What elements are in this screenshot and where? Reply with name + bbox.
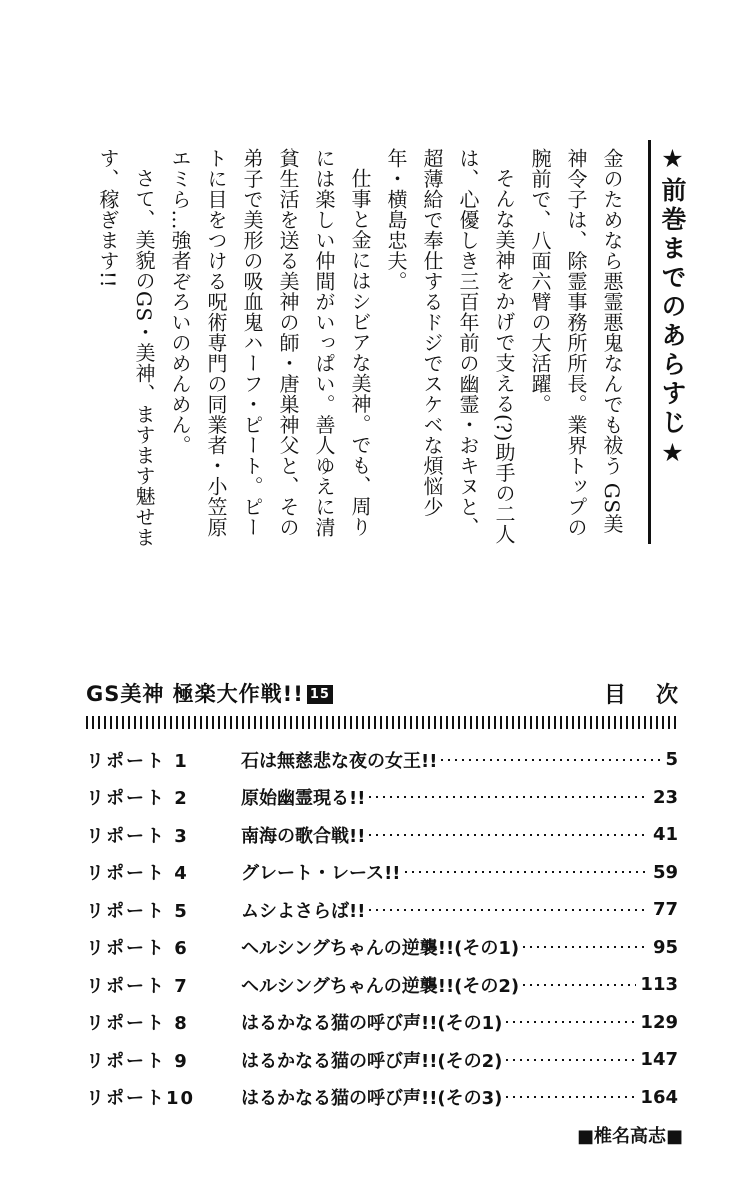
toc-label: 目次 bbox=[603, 682, 708, 708]
toc-list bbox=[86, 741, 678, 1116]
toc-chapter-title: はるかなる猫の呼び声!!(その1) bbox=[241, 1013, 503, 1035]
toc-row bbox=[86, 854, 678, 892]
synopsis-paragraph-4: さて、美貌のGS・美神、ますます魅せます、稼ぎます!! bbox=[96, 148, 156, 548]
synopsis-paragraph-3: 仕事と金にはシビアな美神。でも、周りには楽しい仲間がいっぱい。善人ゆえに清貧生活を送る美神の師・唐巣神父と、その弟子で美形の吸血鬼ハーフ・ピート。ピートに目をつける呪術専門の同業者・小笠原エミら…強者ぞろいのめんめん。 bbox=[168, 148, 372, 538]
volume-badge: 15 bbox=[307, 685, 333, 704]
leader-dots bbox=[506, 1096, 636, 1098]
leader-dots bbox=[523, 946, 649, 948]
toc-chapter-title: 原始幽霊現る!! bbox=[241, 788, 366, 810]
toc-report-number: リポート10 bbox=[86, 1088, 196, 1110]
toc-page-number: 129 bbox=[640, 1011, 678, 1033]
toc-report-number: リポート 9 bbox=[86, 1050, 189, 1072]
toc-row bbox=[86, 891, 678, 929]
toc-report-number: リポート 1 bbox=[86, 750, 189, 772]
toc-report-number: リポート 4 bbox=[86, 863, 189, 885]
toc-page-number: 164 bbox=[640, 1086, 678, 1108]
synopsis-paragraph-1: 金のためなら悪霊悪鬼なんでも祓う GS美神令子は、除霊事務所所長。業界トップの腕前で、八面六臂の大活躍。 bbox=[528, 148, 624, 538]
toc-row bbox=[86, 741, 678, 779]
toc-chapter-title: ヘルシングちゃんの逆襲!!(その2) bbox=[241, 975, 520, 997]
toc-report-number: リポート 2 bbox=[86, 788, 189, 810]
toc-row bbox=[86, 1079, 678, 1117]
synopsis-text bbox=[96, 148, 630, 548]
toc-row bbox=[86, 966, 678, 1004]
toc-row bbox=[86, 1041, 678, 1079]
toc-chapter-title: はるかなる猫の呼び声!!(その3) bbox=[241, 1088, 503, 1110]
toc-page-number: 59 bbox=[652, 861, 678, 883]
toc-chapter-title: ムシよさらば!! bbox=[241, 900, 366, 922]
leader-dots bbox=[506, 1059, 636, 1061]
toc-page-number: 41 bbox=[652, 824, 678, 846]
toc-report-number: リポート 7 bbox=[86, 975, 189, 997]
toc-page-number: 5 bbox=[665, 749, 678, 771]
leader-dots bbox=[441, 759, 661, 761]
synopsis-paragraph-2: そんな美神をかげで支える(?)助手の二人は、心優しき三百年前の幽霊・おキヌと、超薄給で奉仕するドジでスケベな煩悩少年・横島忠夫。 bbox=[384, 148, 516, 545]
series-title-text: GS美神 極楽大作戦!! bbox=[86, 682, 304, 706]
toc-page-number: 113 bbox=[640, 974, 678, 996]
series-title bbox=[86, 678, 333, 708]
toc-chapter-title: グレート・レース!! bbox=[241, 863, 401, 885]
synopsis-heading: ★前巻までのあらすじ★ bbox=[648, 140, 693, 544]
toc-report-number: リポート 3 bbox=[86, 825, 189, 847]
toc-page-number: 95 bbox=[652, 936, 678, 958]
toc-chapter-title: ヘルシングちゃんの逆襲!!(その1) bbox=[241, 938, 520, 960]
toc-row bbox=[86, 779, 678, 817]
toc-report-number: リポート 6 bbox=[86, 938, 189, 960]
toc-page-number: 147 bbox=[640, 1049, 678, 1071]
leader-dots bbox=[369, 796, 649, 798]
toc-page-number: 23 bbox=[652, 786, 678, 808]
toc-row bbox=[86, 816, 678, 854]
leader-dots bbox=[405, 871, 649, 873]
toc-chapter-title: 石は無慈悲な夜の女王!! bbox=[241, 750, 438, 772]
leader-dots bbox=[369, 909, 649, 911]
leader-dots bbox=[523, 984, 636, 986]
author-credit: ■椎名高志■ bbox=[576, 1126, 683, 1147]
toc-chapter-title: はるかなる猫の呼び声!!(その2) bbox=[241, 1050, 503, 1072]
decorative-rule bbox=[86, 716, 678, 729]
toc-row bbox=[86, 929, 678, 967]
leader-dots bbox=[506, 1021, 636, 1023]
toc-report-number: リポート 8 bbox=[86, 1013, 189, 1035]
toc-chapter-title: 南海の歌合戦!! bbox=[241, 825, 366, 847]
toc-report-number: リポート 5 bbox=[86, 900, 189, 922]
toc-page-number: 77 bbox=[652, 899, 678, 921]
leader-dots bbox=[369, 834, 649, 836]
toc-header bbox=[86, 678, 708, 708]
toc-row bbox=[86, 1004, 678, 1042]
